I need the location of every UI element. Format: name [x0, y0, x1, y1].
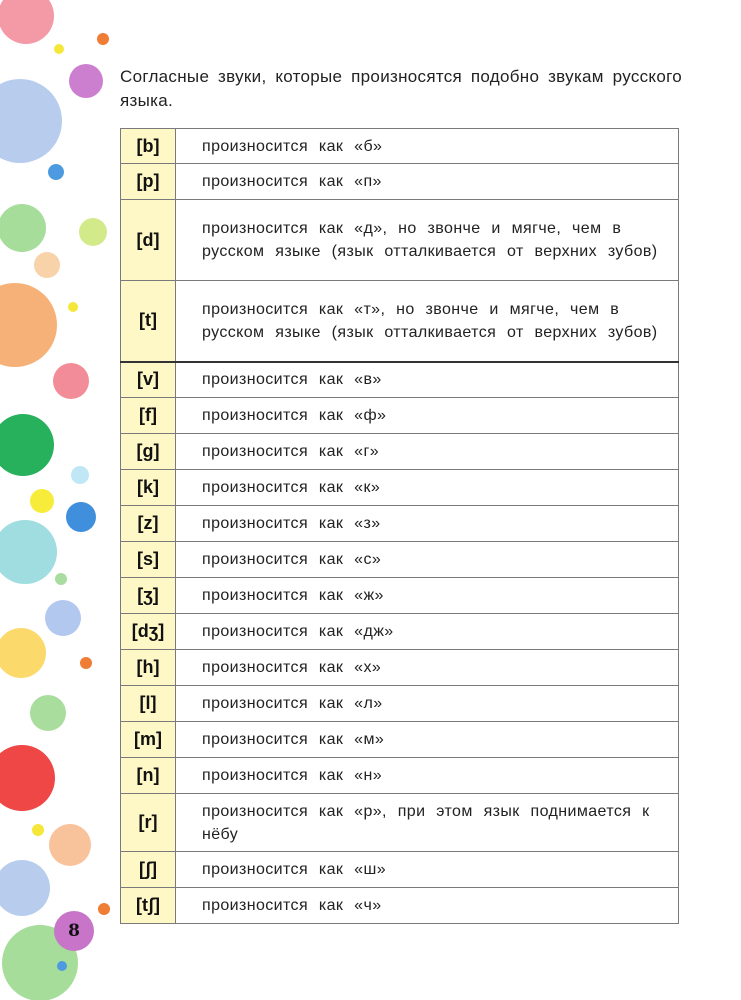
- sound-description: произносится как «к»: [176, 470, 679, 506]
- table-row: [121, 164, 679, 200]
- dot: [0, 0, 54, 44]
- sound-symbol: [z]: [121, 506, 176, 542]
- table-row: [121, 434, 679, 470]
- sound-symbol: [m]: [121, 722, 176, 758]
- sound-description: произносится как «л»: [176, 686, 679, 722]
- dot: [30, 489, 54, 513]
- sound-symbol: [n]: [121, 758, 176, 794]
- table-row: [121, 722, 679, 758]
- sounds-table: [120, 128, 679, 924]
- sound-description: произносится как «с»: [176, 542, 679, 578]
- sound-symbol: [b]: [121, 129, 176, 164]
- dot: [49, 824, 91, 866]
- dot: [34, 252, 60, 278]
- table-row: [121, 614, 679, 650]
- sound-description: произносится как «т», но звонче и мягче, чем в русском языке (язык отталкивается от верхних зубов): [176, 281, 679, 362]
- sound-description: произносится как «ф»: [176, 398, 679, 434]
- dot: [57, 961, 67, 971]
- table-row: [121, 362, 679, 398]
- sound-description: произносится как «в»: [176, 362, 679, 398]
- dot: [66, 502, 96, 532]
- sound-description: произносится как «з»: [176, 506, 679, 542]
- dot: [80, 657, 92, 669]
- sound-symbol: [p]: [121, 164, 176, 200]
- sound-description: произносится как «п»: [176, 164, 679, 200]
- dot: [68, 302, 78, 312]
- dot: [53, 363, 89, 399]
- dot: [48, 164, 64, 180]
- dot: [69, 64, 103, 98]
- sound-description: произносится как «ч»: [176, 888, 679, 924]
- sound-symbol: [d]: [121, 200, 176, 281]
- table-row: [121, 888, 679, 924]
- sound-symbol: [dʒ]: [121, 614, 176, 650]
- table-row: [121, 578, 679, 614]
- dot: [0, 628, 46, 678]
- table-row: [121, 281, 679, 362]
- table-row: [121, 794, 679, 852]
- dot: [0, 79, 62, 163]
- dot: [55, 573, 67, 585]
- table-row: [121, 686, 679, 722]
- sound-symbol: [g]: [121, 434, 176, 470]
- sound-symbol: [k]: [121, 470, 176, 506]
- table-row: [121, 650, 679, 686]
- sound-symbol: [l]: [121, 686, 176, 722]
- sound-symbol: [f]: [121, 398, 176, 434]
- dot: [0, 204, 46, 252]
- table-row: [121, 398, 679, 434]
- intro-paragraph: Согласные звуки, которые произносятся подобно звукам русского языка.: [120, 67, 682, 110]
- dot: [30, 695, 66, 731]
- sound-description: произносится как «х»: [176, 650, 679, 686]
- dot: [71, 466, 89, 484]
- table-row: [121, 506, 679, 542]
- dot: [97, 33, 109, 45]
- sound-symbol: [h]: [121, 650, 176, 686]
- sound-symbol: [t]: [121, 281, 176, 362]
- sound-symbol: [ʃ]: [121, 852, 176, 888]
- dot: [79, 218, 107, 246]
- page-number: 8: [54, 911, 94, 951]
- sound-description: произносится как «н»: [176, 758, 679, 794]
- sound-description: произносится как «р», при этом язык поднимается к нёбу: [176, 794, 679, 852]
- sound-description: произносится как «ш»: [176, 852, 679, 888]
- table-row: [121, 129, 679, 164]
- sound-description: произносится как «дж»: [176, 614, 679, 650]
- dot: [0, 414, 54, 476]
- table-row: [121, 852, 679, 888]
- dot: [0, 745, 55, 811]
- table-row: [121, 470, 679, 506]
- sound-description: произносится как «д», но звонче и мягче, чем в русском языке (язык отталкивается от верхних зубов): [176, 200, 679, 281]
- dot: [0, 860, 50, 916]
- table-row: [121, 200, 679, 281]
- table-row: [121, 758, 679, 794]
- sound-symbol: [v]: [121, 362, 176, 398]
- sound-description: произносится как «г»: [176, 434, 679, 470]
- dot: [45, 600, 81, 636]
- dot: [98, 903, 110, 915]
- sound-symbol: [s]: [121, 542, 176, 578]
- sound-symbol: [r]: [121, 794, 176, 852]
- sound-symbol: [tʃ]: [121, 888, 176, 924]
- sound-description: произносится как «м»: [176, 722, 679, 758]
- dot: [32, 824, 44, 836]
- sound-description: произносится как «б»: [176, 129, 679, 164]
- sound-description: произносится как «ж»: [176, 578, 679, 614]
- dot: [54, 44, 64, 54]
- dot: [0, 283, 57, 367]
- table-row: [121, 542, 679, 578]
- sound-symbol: [ʒ]: [121, 578, 176, 614]
- dot: [0, 520, 57, 584]
